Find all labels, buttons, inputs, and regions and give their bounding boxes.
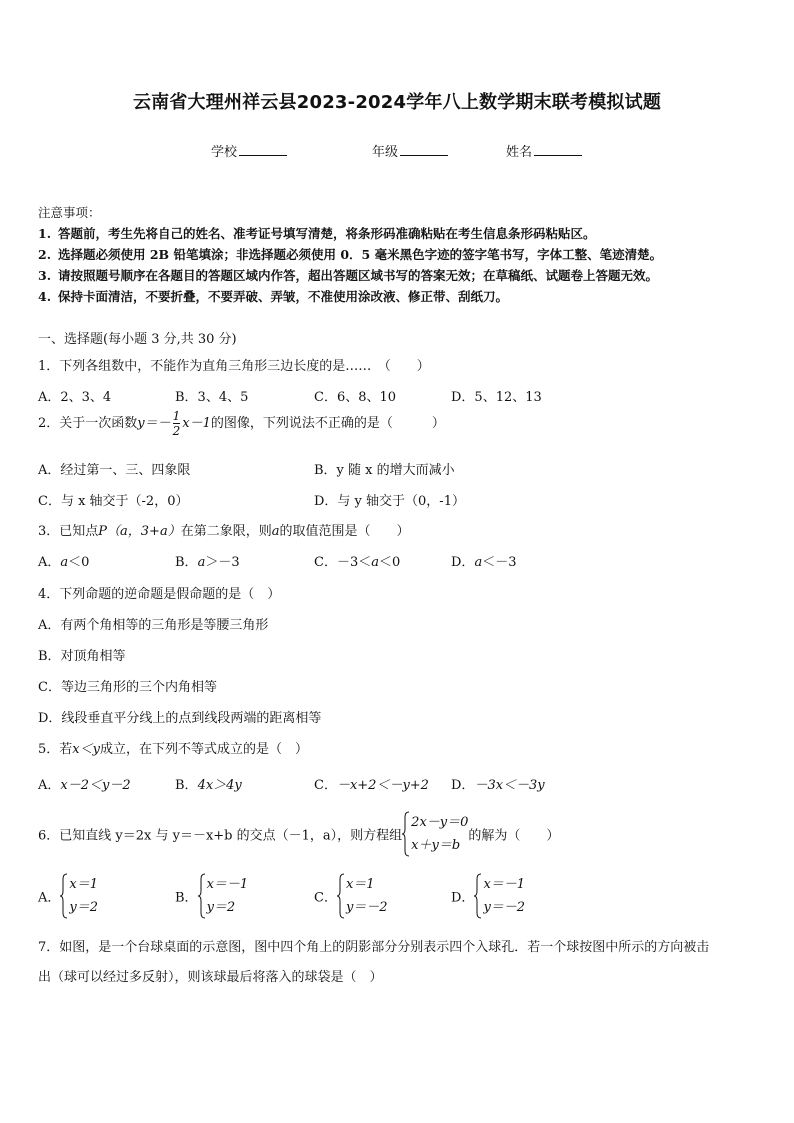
q2-stem-pre: 2．关于一次函数 <box>38 416 138 431</box>
note-number: 4. <box>38 289 52 304</box>
note-number: 3. <box>38 268 52 283</box>
note-text: 答题前，考生先将自己的姓名、准考证号填写清楚，将条形码准确粘贴在考生信息条形码粘贴区。 <box>58 226 596 241</box>
q6-equation-system: 2x－y＝0 x＋y＝b <box>402 811 468 857</box>
q6-option-b: B． x＝－1 y＝2 <box>175 873 248 919</box>
page-title: 云南省大理州祥云县2023-2024学年八上数学期末联考模拟试题 <box>132 92 662 113</box>
q6-option-d-system: x＝－1 y＝－2 <box>474 873 525 919</box>
question-3-stem <box>38 520 410 539</box>
q1-option-a: A．2、3、4 <box>38 390 112 405</box>
note-number: 1. <box>38 226 52 241</box>
q5-option-c: C．－x+2＜－y+2 <box>314 778 429 793</box>
q5-stem-pre: 5．若 <box>38 742 73 757</box>
question-5-stem <box>38 738 308 757</box>
q2-formula: y＝－ $\frac{1}{2}$ x－1 <box>137 409 211 438</box>
q4-option-c: C．等边三角形的三个内角相等 <box>38 680 217 695</box>
q3-stem-pre: 3．已知点 <box>38 524 99 539</box>
note-text: 选择题必须使用 2B 铅笔填涂；非选择题必须使用 0．5 毫米黑色字迹的签字笔书写，字体工整、笔迹清楚。 <box>58 247 663 262</box>
school-field <box>211 141 287 160</box>
grade-label: 年级 <box>372 145 399 160</box>
grade-field <box>372 141 448 160</box>
q3-option-c: C．－3＜a＜0 <box>314 555 401 570</box>
q5-stem-post: 成立，在下列不等式成立的是（ ） <box>99 742 308 757</box>
q2-option-a: A．经过第一、三、四象限 <box>38 463 191 478</box>
name-blank <box>534 143 582 156</box>
note-text: 请按照题号顺序在各题目的答题区域内作答，超出答题区域书写的答案无效；在草稿纸、试题卷上答题无效。 <box>58 268 659 283</box>
q3-option-b: B．a＞－3 <box>175 555 240 570</box>
note-item <box>38 245 662 263</box>
q4-option-d: D．线段垂直平分线上的点到线段两端的距离相等 <box>38 711 322 726</box>
grade-blank <box>400 143 448 156</box>
school-label: 学校 <box>211 145 238 160</box>
q6-stem-post: 的解为（ ） <box>468 828 560 844</box>
q3-option-a: A．a＜0 <box>38 555 90 570</box>
q5-option-b: B．4x＞4y <box>175 778 242 793</box>
note-item <box>38 266 658 284</box>
q5-option-d: D．－3x＜－3y <box>451 778 545 793</box>
name-field <box>506 141 582 160</box>
note-number: 2. <box>38 247 52 262</box>
name-label: 姓名 <box>506 145 533 160</box>
question-2-stem <box>38 409 445 438</box>
note-text: 保持卡面清洁，不要折叠，不要弄破、弄皱，不准使用涂改液、修正带、刮纸刀。 <box>58 289 509 304</box>
q5-condition: x＜y <box>72 742 100 757</box>
q3-stem-post: 的取值范围是（ ） <box>279 524 410 539</box>
question-1-stem: 1．下列各组数中，不能作为直角三角形三边长度的是…… （ ） <box>38 359 430 374</box>
note-item <box>38 224 596 242</box>
section-heading: 一、选择题(每小题 3 分,共 30 分) <box>38 332 237 347</box>
q3-var: a <box>271 524 280 539</box>
q6-option-c-system: x＝1 y＝－2 <box>337 873 388 919</box>
q6-option-a: A． x＝1 y＝2 <box>38 873 98 919</box>
q2-option-b: B．y 随 x 的增大而减小 <box>314 463 455 478</box>
q6-option-c: C． x＝1 y＝－2 <box>314 873 388 919</box>
q2-option-d: D．与 y 轴交于（0，-1） <box>314 494 465 509</box>
q4-option-a: A．有两个角相等的三角形是等腰三角形 <box>38 618 269 633</box>
q2-option-c: C．与 x 轴交于（-2，0） <box>38 494 189 509</box>
question-7-stem-line-2: 出（球可以经过多反射），则该球最后将落入的球袋是（ ） <box>38 970 383 985</box>
question-6-stem <box>38 811 559 857</box>
q6-option-d: D． x＝－1 y＝－2 <box>451 873 525 919</box>
q1-option-b: B．3、4、5 <box>175 390 249 405</box>
q6-option-a-system: x＝1 y＝2 <box>60 873 98 919</box>
note-item <box>38 287 508 305</box>
question-7-stem-line-1: 7．如图，是一个台球桌面的示意图，图中四个角上的阴影部分分别表示四个入球孔．若一个球按图中所示的方向被击 <box>38 940 710 955</box>
school-blank <box>239 143 287 156</box>
q1-option-d: D．5、12、13 <box>451 390 542 405</box>
q6-option-b-system: x＝－1 y＝2 <box>198 873 249 919</box>
q3-point: P（a，3+a） <box>98 524 181 539</box>
q1-option-c: C．6、8、10 <box>314 390 397 405</box>
q6-stem-pre: 6．已知直线 y＝2x 与 y＝－x+b 的交点（－1，a），则方程组 <box>38 828 403 844</box>
question-4-stem: 4．下列命题的逆命题是假命题的是（ ） <box>38 587 281 602</box>
q2-stem-post: 的图像，下列说法不正确的是（ ） <box>210 416 445 431</box>
q4-option-b: B．对顶角相等 <box>38 649 126 664</box>
q5-option-a: A．x－2＜y－2 <box>38 778 131 793</box>
notes-heading: 注意事项： <box>38 205 101 220</box>
q3-option-d: D．a＜－3 <box>451 555 517 570</box>
q3-stem-mid: 在第二象限，则 <box>180 524 272 539</box>
